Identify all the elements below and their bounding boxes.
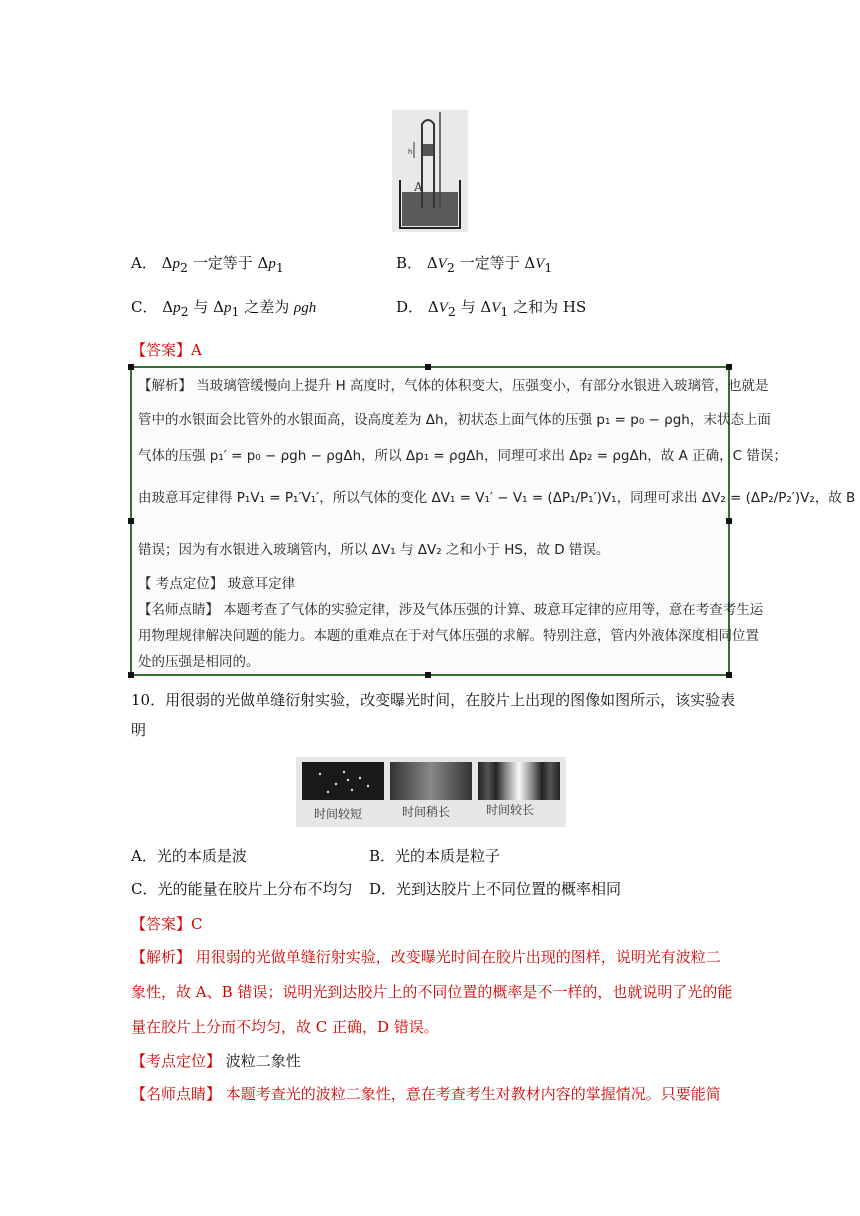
q10-stem-line2: 明 <box>131 721 147 739</box>
option-a-formula2: $\Delta p_1$ <box>257 254 284 275</box>
film-short-dots <box>302 762 384 800</box>
q10-dianjing-label: 【名师点睛】 <box>131 1085 222 1103</box>
option-c-letter: C． <box>131 298 158 316</box>
analysis-line-7: 【名师点睛】 本题考查了气体的实验定律，涉及气体压强的计算、玻意耳定律的应用等，意在考查考生运 <box>138 602 764 618</box>
option-b-text: 一定等于 <box>459 254 520 272</box>
film-medium <box>390 762 472 800</box>
film-label-short: 时间较短 <box>314 807 363 821</box>
q10-kaodian <box>131 1050 301 1071</box>
q9-analysis-box <box>130 366 856 676</box>
resize-handle-tr[interactable] <box>726 364 732 370</box>
q10-dianjing-text: 本题考查光的波粒二象性，意在考查考生对教材内容的掌握情况。只要能简 <box>221 1085 721 1103</box>
film-label-medium: 时间稍长 <box>402 805 451 819</box>
q10-option-b: B．光的本质是粒子 <box>369 847 501 865</box>
option-c-formula: $\Delta p_2$ <box>162 298 189 319</box>
option-c-text2: 之差为 <box>244 298 290 316</box>
q10-analysis-line3: 量在胶片上分而不均匀，故 C 正确，D 错误。 <box>131 1018 439 1036</box>
q10-answer-label: 【答案】 <box>131 915 192 933</box>
q9-answer-label: 【答案】 <box>131 341 192 359</box>
option-c-formula3: ρgh <box>294 300 317 316</box>
q10-stem-line1: 10．用很弱的光做单缝衍射实验，改变曝光时间，在胶片上出现的图像如图所示，该实验表 <box>131 691 736 709</box>
option-d-formula: $\Delta V_2$ <box>427 298 456 319</box>
option-d-formula2: $\Delta V_1$ <box>480 298 509 319</box>
figure-label-a: A <box>414 180 423 194</box>
resize-handle-tl[interactable] <box>128 364 134 370</box>
analysis-line-6: 【 考点定位】 玻意耳定律 <box>138 576 296 592</box>
resize-handle-ml[interactable] <box>128 518 134 524</box>
option-b-letter: B． <box>396 254 423 272</box>
analysis-line-9: 处的压强是相同的。 <box>138 654 260 670</box>
q10-answer-value: C <box>191 915 203 933</box>
option-a-formula: $\Delta p_2$ <box>161 254 188 275</box>
resize-handle-bl[interactable] <box>128 672 134 678</box>
q10-analysis-line1 <box>131 946 721 967</box>
option-a-letter: A． <box>131 254 157 272</box>
q9-answer <box>131 339 202 360</box>
analysis-line-5: 错误；因为有水银进入玻璃管内，所以 ΔV₁ 与 ΔV₂ 之和小于 HS，故 D 错误。 <box>138 542 610 558</box>
resize-handle-mr[interactable] <box>726 518 732 524</box>
film-figure <box>296 757 566 827</box>
option-a-text: 一定等于 <box>192 254 253 272</box>
q9-answer-value: A <box>191 341 202 359</box>
analysis-line-4: 由玻意耳定律得 P₁V₁ = P₁′V₁′，所以气体的变化 ΔV₁ = V₁′ − V₁ = (ΔP₁/P₁′)V₁，同理可求出 ΔV₂ = (ΔP₂/P₂′)V₂，故 B <box>138 490 856 506</box>
q10-analysis-line2: 象性，故 A、B 错误；说明光到达胶片上的不同位置的概率是不一样的，也就说明了光的能 <box>131 983 733 1001</box>
resize-handle-bm[interactable] <box>425 672 431 678</box>
option-c-text1: 与 <box>193 298 209 316</box>
svg-text:h: h <box>408 148 413 156</box>
resize-handle-br[interactable] <box>726 672 732 678</box>
film-long <box>478 762 560 800</box>
option-d-letter: D． <box>396 298 424 316</box>
q10-option-a: A．光的本质是波 <box>131 847 247 865</box>
option-d <box>396 296 586 319</box>
option-d-text2: 之和为 HS <box>513 298 587 316</box>
option-b-formula2: $\Delta V_1$ <box>524 254 553 275</box>
option-c <box>131 296 316 319</box>
option-c-formula2: $\Delta p_1$ <box>213 298 240 319</box>
q10-analysis-label: 【解析】 <box>131 948 192 966</box>
option-b <box>396 252 552 275</box>
tube-beaker-figure <box>392 110 468 232</box>
q10-answer <box>131 913 203 934</box>
tube-beaker-drawing <box>392 110 468 232</box>
q10-kaodian-label: 【考点定位】 <box>131 1052 222 1070</box>
option-a <box>131 252 284 275</box>
q10-option-d: D．光到达胶片上不同位置的概率相同 <box>369 880 622 898</box>
resize-handle-tm[interactable] <box>425 364 431 370</box>
analysis-line-1: 【解析】 当玻璃管缓慢向上提升 H 高度时，气体的体积变大，压强变小，有部分水银进入玻璃管，也就是 <box>138 378 769 394</box>
q10-analysis-text1: 用很弱的光做单缝衍射实验，改变曝光时间在胶片出现的图样，说明光有波粒二 <box>191 948 721 966</box>
q10-dianjing <box>131 1083 721 1104</box>
q10-kaodian-text: 波粒二象性 <box>221 1052 301 1070</box>
analysis-line-8: 用物理规律解决问题的能力。本题的重难点在于对气体压强的求解。特别注意，管内外液体深度相同位置 <box>138 628 759 644</box>
film-label-long: 时间较长 <box>486 803 535 817</box>
analysis-line-3: 气体的压强 p₁′ = p₀ − ρgh − ρgΔh，所以 Δp₁ = ρgΔh，同理可求出 Δp₂ = ρgΔh，故 A 正确，C 错误； <box>138 448 787 464</box>
option-d-text1: 与 <box>460 298 476 316</box>
film-short <box>302 762 384 800</box>
q10-option-c: C．光的能量在胶片上分布不均匀 <box>131 880 353 898</box>
analysis-line-2: 管中的水银面会比管外的水银面高，设高度差为 Δh，初状态上面气体的压强 p₁ = p₀ − ρgh，末状态上面 <box>138 412 771 428</box>
option-b-formula: $\Delta V_2$ <box>426 254 455 275</box>
